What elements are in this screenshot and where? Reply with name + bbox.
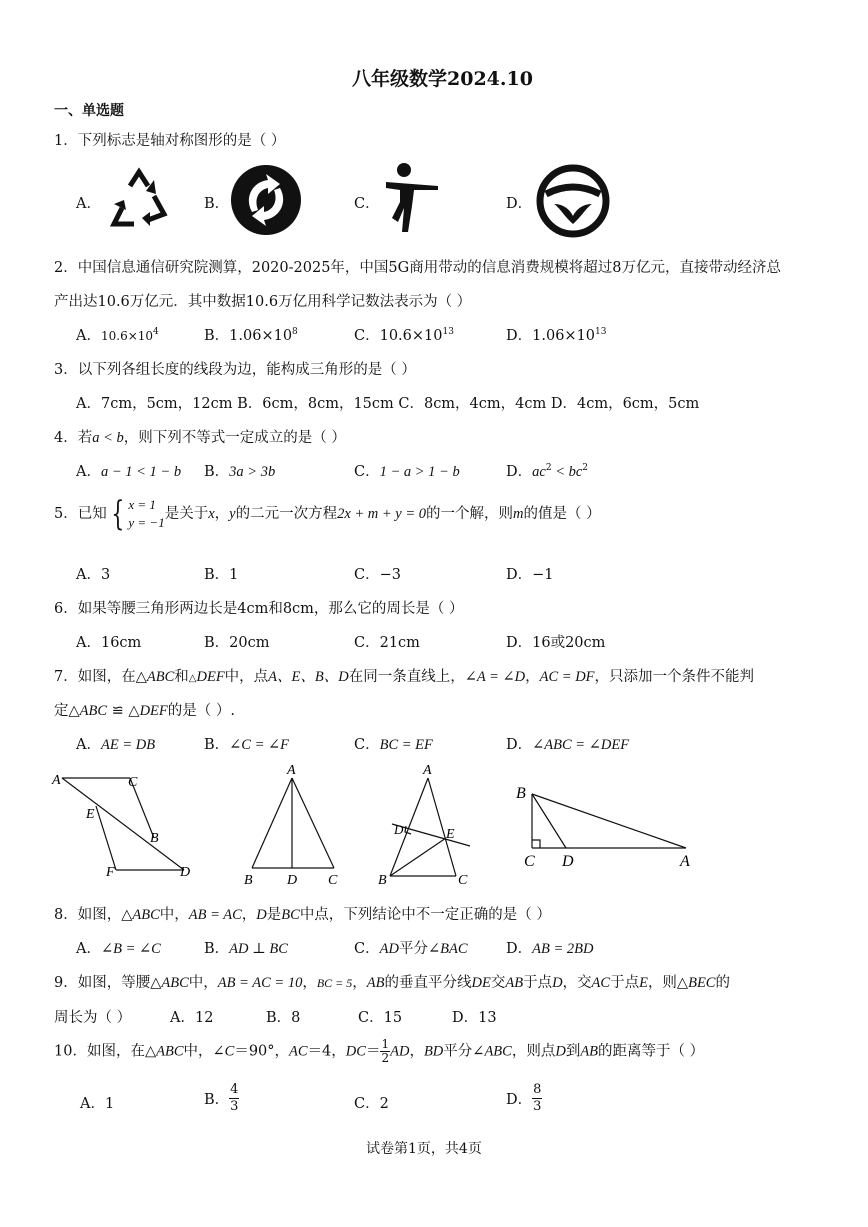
q10-option-c[interactable]: C．2 <box>354 1096 389 1112</box>
fig2-label-b: B <box>244 873 253 888</box>
fig1-label-e: E <box>86 807 95 822</box>
question-6-text: 6．如果等腰三角形两边长是4cm和8cm，那么它的周长是（ ） <box>54 601 464 617</box>
brace-icon: { <box>111 494 125 534</box>
figure-1-parallelogram <box>48 766 198 882</box>
q10-d-num: 8 <box>533 1082 542 1097</box>
q7-points: A、E、B、D <box>268 669 349 685</box>
q10-post: 的距离等于（ ） <box>598 1043 705 1060</box>
q10-mid4: ＝ <box>365 1043 381 1060</box>
section-heading: 一、单选题 <box>54 103 124 119</box>
q8-a-expr: ∠B = ∠C <box>100 941 161 957</box>
q7-line2-pre: 定△ <box>54 703 80 719</box>
q8-c-expr2: ∠BAC <box>427 941 468 957</box>
q10-ad: AD <box>390 1043 410 1060</box>
q10-d-den: 3 <box>533 1099 542 1114</box>
q9-e: E <box>639 975 648 991</box>
q10-b-num: 4 <box>230 1082 239 1097</box>
fig1-label-f: F <box>106 865 115 880</box>
q9-mid5: 交 <box>490 975 506 991</box>
q7-abc: ABC <box>146 669 175 685</box>
q4-option-b[interactable] <box>204 460 275 481</box>
q10-mid2: ＝90°， <box>234 1043 290 1060</box>
q4-c-expr: 1 − a > 1 − b <box>379 464 460 480</box>
question-10-text <box>54 1038 704 1065</box>
q9-abc: ABC <box>161 975 189 991</box>
q1-option-a-label[interactable]: A． <box>76 196 101 212</box>
q9-mid4: 的垂直平分线 <box>384 975 472 991</box>
fig2-label-d: D <box>287 873 298 888</box>
q4-a-expr: a − 1 < 1 − b <box>100 464 182 480</box>
q9-option-a[interactable]: A．12 <box>170 1010 214 1026</box>
q9-cond2: BC = 5 <box>316 976 353 990</box>
q5-x: x <box>208 506 215 522</box>
q4-d-label: D． <box>506 464 533 480</box>
q7-line2-mid: ≌ △ <box>107 703 140 719</box>
fig1-label-c: C <box>128 775 138 790</box>
q9-mid6: 于点 <box>523 975 553 991</box>
q10-mid5: ， <box>409 1043 424 1060</box>
q2-a-base: 10.6×10 <box>100 329 154 343</box>
question-3-text: 3．以下列各组长度的线段为边，能构成三角形的是（ ） <box>54 362 416 378</box>
q10-bd: BD <box>423 1043 444 1060</box>
q4-d-exp1: 2 <box>545 463 552 474</box>
q9-mid8: 于点 <box>610 975 640 991</box>
q10-mid1: 中，∠ <box>183 1043 225 1060</box>
q9-post: 的 <box>715 975 730 991</box>
q10-mid7: ，则点 <box>511 1043 556 1060</box>
fig1-label-a: A <box>52 773 61 788</box>
q1-option-c-label[interactable]: C． <box>354 196 380 212</box>
q8-b-expr: AD ⊥ BC <box>229 941 288 957</box>
q5-sys-line2: y = −1 <box>128 515 165 530</box>
fig4-label-d: D <box>562 853 574 870</box>
q6-option-c[interactable]: C．21cm <box>354 635 420 651</box>
q7-option-c[interactable] <box>354 733 433 754</box>
q10-fraction <box>380 1038 390 1065</box>
question-2-line1: 2．中国信息通信研究院测算，2020-2025年，中国5G商用带动的信息消费规模将超过8万亿元，直接带动经济总 <box>54 260 781 276</box>
q9-option-c[interactable]: C．15 <box>358 1010 403 1026</box>
q6-option-a[interactable]: A．16cm <box>76 635 142 651</box>
q4-b-expr: 3a > 3b <box>229 464 276 480</box>
fig3-label-e: E <box>446 827 455 842</box>
q5-m: m <box>513 506 524 522</box>
q5-post: 的值是（ ） <box>523 506 601 522</box>
q7-c-expr: BC = EF <box>379 737 433 753</box>
q7-b-label: B． <box>204 737 230 753</box>
q2-d-label: D． <box>506 328 533 344</box>
q5-pre: 5．已知 <box>54 506 107 522</box>
q5-option-d[interactable]: D．−1 <box>506 567 554 583</box>
q8-mid2: ， <box>241 907 257 923</box>
q2-d-base: 1.06×10 <box>532 328 596 344</box>
q7-b-expr: ∠C = ∠F <box>229 737 290 753</box>
q8-b-label: B． <box>204 941 230 957</box>
q10-d-fraction <box>532 1082 542 1115</box>
fig3-label-c: C <box>458 873 468 888</box>
q5-sys-line1: x = 1 <box>128 497 156 512</box>
q9-mid9: ，则△ <box>647 975 689 991</box>
q10-c: C <box>224 1043 235 1060</box>
question-7-line1 <box>54 665 754 686</box>
q2-option-c[interactable] <box>354 324 454 345</box>
q7-line2-def: DEF <box>139 703 168 719</box>
question-9-line1 <box>54 971 730 992</box>
q5-mid1: 是关于 <box>164 506 209 522</box>
question-2-line2: 产出达10.6万亿元．其中数据10.6万亿用科学记数法表示为（ ） <box>54 294 472 310</box>
q9-mid3: ， <box>352 975 367 991</box>
q6-option-d[interactable]: D．16或20cm <box>506 635 606 651</box>
q8-post: 中点，下列结论中不一定正确的是（ ） <box>299 907 551 923</box>
q10-dc: DC <box>345 1043 366 1060</box>
q10-d: D <box>555 1043 566 1060</box>
q8-c-expr1: AD <box>379 941 399 957</box>
q9-mid7: ，交 <box>562 975 592 991</box>
fig3-label-a: A <box>423 763 432 778</box>
q7-mid: 中，点 <box>224 669 269 685</box>
q4-a-label: A． <box>76 464 101 480</box>
q5-y: y <box>229 506 236 522</box>
q8-d-label: D． <box>506 941 533 957</box>
question-1-text: 1．下列标志是轴对称图形的是（ ） <box>54 133 286 149</box>
q4-c-label: C． <box>354 464 380 480</box>
q2-option-a[interactable] <box>76 324 159 345</box>
q2-option-d[interactable] <box>506 324 606 345</box>
q8-d: D <box>256 907 267 923</box>
fig3-label-b: B <box>378 873 387 888</box>
fig2-label-c: C <box>328 873 338 888</box>
q4-option-d[interactable] <box>506 460 588 481</box>
fig1-label-b: B <box>150 831 159 846</box>
q7-line2-abc: ABC <box>79 703 108 719</box>
q8-mid: 中， <box>159 907 189 923</box>
q9-ab: AB <box>366 975 385 991</box>
question-4-text <box>54 426 346 447</box>
q9-mid1: 中， <box>188 975 218 991</box>
q8-option-b[interactable] <box>204 937 288 958</box>
q7-a-expr: AE = DB <box>100 737 156 753</box>
page-footer: 试卷第1页，共4页 <box>366 1141 482 1157</box>
q8-mid3: 是 <box>266 907 282 923</box>
q10-d-label: D． <box>506 1092 533 1108</box>
q3-options[interactable]: A．7cm，5cm，12cm B．6cm，8cm，15cm C．8cm，4cm，4cm D．4cm，6cm，5cm <box>76 396 700 412</box>
q8-option-a[interactable] <box>76 937 161 958</box>
q10-pre: 10．如图，在△ <box>54 1043 157 1060</box>
q4-option-c[interactable] <box>354 460 460 481</box>
q7-line2-post: 的是（ ）. <box>167 703 235 719</box>
q9-pre: 9．如图，等腰△ <box>54 975 162 991</box>
q2-c-label: C． <box>354 328 380 344</box>
q2-b-base: 1.06×10 <box>229 328 293 344</box>
q7-option-d[interactable] <box>506 733 629 754</box>
q7-option-a[interactable] <box>76 733 155 754</box>
q9-option-b[interactable]: B．8 <box>266 1010 301 1026</box>
triangle-icon: △ <box>188 673 197 684</box>
q5-option-c[interactable]: C．−3 <box>354 567 401 583</box>
q8-pre: 8．如图，△ <box>54 907 133 923</box>
q4-d-exp2: 2 <box>582 463 589 474</box>
q7-cond2: AC = DF <box>539 669 595 685</box>
figure-4-right-triangle <box>508 780 706 876</box>
fig3-label-d: D <box>394 822 404 837</box>
q10-b-label: B． <box>204 1092 230 1108</box>
q2-option-b[interactable] <box>204 324 298 345</box>
q2-a-label: A． <box>76 328 101 344</box>
q10-mid8: 到 <box>565 1043 581 1060</box>
q6-option-b[interactable]: B．20cm <box>204 635 270 651</box>
q8-c-label: C． <box>354 941 380 957</box>
q10-abc: ABC <box>156 1043 184 1060</box>
q9-ab2: AB <box>505 975 524 991</box>
dancing-figure-icon <box>382 162 442 238</box>
q10-mid3: ＝4， <box>307 1043 346 1060</box>
q10-option-d[interactable] <box>506 1082 542 1115</box>
q10-frac-num: 1 <box>381 1037 390 1051</box>
q4-b-label: B． <box>204 464 230 480</box>
q7-d-label: D． <box>506 737 533 753</box>
q2-a-exp: 4 <box>153 327 159 338</box>
q9-bec: BEC <box>688 975 716 991</box>
q5-option-b[interactable]: B．1 <box>204 567 239 583</box>
q10-mid6: 平分∠ <box>443 1043 485 1060</box>
q5-mid3: 的二元一次方程 <box>235 506 338 522</box>
fig4-label-a: A <box>680 853 690 870</box>
q4-condition: a < b <box>92 430 124 446</box>
q1-option-b-label[interactable]: B． <box>204 196 230 212</box>
q9-cond1: AB = AC = 10 <box>217 975 303 991</box>
q10-option-a[interactable]: A．1 <box>80 1096 115 1112</box>
q1-option-d-label[interactable]: D． <box>506 196 533 212</box>
q9-mid2: ， <box>302 975 317 991</box>
fig4-label-c: C <box>524 853 535 870</box>
q5-mid2: ， <box>214 506 230 522</box>
q8-a-label: A． <box>76 941 101 957</box>
q7-and: 和 <box>174 669 189 685</box>
fig2-label-a: A <box>287 763 296 778</box>
q5-mid4: 的一个解，则 <box>426 506 514 522</box>
q10-abc2: ABC <box>484 1043 512 1060</box>
q10-b-fraction <box>229 1082 239 1115</box>
q2-b-exp: 8 <box>292 327 298 338</box>
q8-c-mid: 平分 <box>398 941 428 957</box>
q7-pre: 7．如图，在△ <box>54 669 147 685</box>
q7-post: ，只添加一个条件不能判 <box>594 669 755 685</box>
q8-bc: BC <box>281 907 300 923</box>
q2-c-exp: 13 <box>442 327 454 338</box>
q5-system <box>128 496 164 532</box>
figure-3-perpendicular-bisector <box>372 762 476 890</box>
q9-ac: AC <box>591 975 611 991</box>
question-7-line2 <box>54 699 235 720</box>
q7-cond1: ∠A = ∠D <box>464 669 526 685</box>
q7-c-label: C． <box>354 737 380 753</box>
q8-cond: AB = AC <box>188 907 242 923</box>
q9-option-d[interactable]: D．13 <box>452 1010 497 1026</box>
q7-d-expr: ∠ABC = ∠DEF <box>532 737 630 753</box>
question-5-text <box>54 496 601 532</box>
q7-comma: ， <box>525 669 540 685</box>
figure-2-isosceles-triangle <box>240 760 346 890</box>
q10-option-b[interactable] <box>204 1082 239 1115</box>
q8-abc: ABC <box>132 907 160 923</box>
fig1-label-d: D <box>180 865 191 880</box>
page-title: 八年级数学2024.10 <box>352 68 533 90</box>
q4-option-a[interactable] <box>76 460 181 481</box>
q9-de: DE <box>471 975 491 991</box>
recycle-icon <box>104 164 174 234</box>
question-9-line2: 周长为（ ） <box>54 1010 132 1026</box>
q2-b-label: B． <box>204 328 230 344</box>
q9-d: D <box>552 975 563 991</box>
q7-option-b[interactable] <box>204 733 289 754</box>
q8-option-d[interactable] <box>506 937 593 958</box>
q7-a-label: A． <box>76 737 101 753</box>
q4-pre: 4．若 <box>54 430 93 446</box>
q7-def: DEF <box>196 669 225 685</box>
q2-d-exp: 13 <box>595 327 607 338</box>
q4-d-expr2: < bc <box>551 464 583 480</box>
q4-post: ，则下列不等式一定成立的是（ ） <box>123 430 346 446</box>
q8-d-expr: AB = 2BD <box>532 941 594 957</box>
green-dot-icon <box>230 164 302 236</box>
q5-equation: 2x + m + y = 0 <box>337 506 427 522</box>
q10-b-den: 3 <box>230 1099 239 1114</box>
fig4-label-b: B <box>516 785 526 802</box>
q10-ab: AB <box>580 1043 599 1060</box>
q10-ac: AC <box>289 1043 308 1060</box>
q4-d-expr1: ac <box>532 464 546 480</box>
q2-c-base: 10.6×10 <box>379 328 443 344</box>
q8-option-c[interactable] <box>354 937 468 958</box>
green-food-icon <box>536 164 610 238</box>
q7-mid2: 在同一条直线上， <box>348 669 465 685</box>
question-8-text <box>54 903 551 924</box>
q10-frac-den: 2 <box>381 1051 390 1065</box>
q5-option-a[interactable]: A．3 <box>76 567 111 583</box>
